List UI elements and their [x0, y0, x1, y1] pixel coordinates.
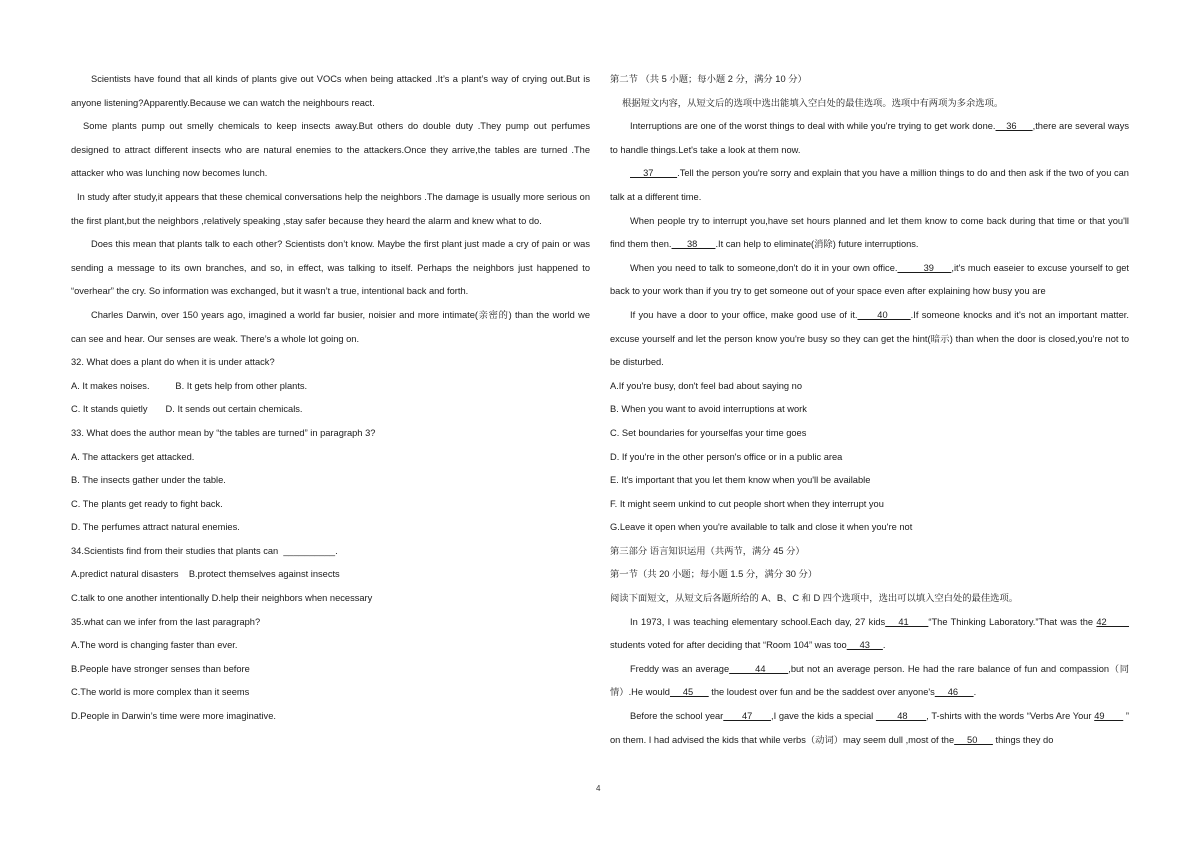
option-g: G.Leave it open when you're available to talk and close it when you're not: [610, 522, 913, 533]
text: students voted for after deciding that “Room 104” was too: [610, 640, 847, 651]
question-32: 32. What does a plant do when it is under attack?: [71, 357, 275, 368]
gap-fill-paragraph-2: [610, 162, 1129, 209]
passage-paragraph-3: In study after study,it appears that these chemical conversations help the neighbors .The damage is usually more serious on the first plant,but the neighbors ,relatively speaking ,stay safer because they heard the alarm and knew what to do.: [71, 191, 590, 226]
part-three-heading: 第三部分 语言知识运用（共两节，满分 45 分）: [610, 545, 805, 556]
question-32-options-ab: A. It makes noises. B. It gets help from other plants.: [71, 380, 308, 391]
blank-44: 44: [729, 663, 789, 674]
right-column: [610, 68, 1129, 752]
blank-40: 40: [857, 309, 911, 320]
blank-39: 39: [897, 262, 952, 273]
question-33-option-d: D. The perfumes attract natural enemies.: [71, 522, 240, 533]
blank-47: 47: [723, 711, 771, 722]
part-three-instruction: 阅读下面短文，从短文后各题所给的 A、B、C 和 D 四个选项中，选出可以填入空白处的最佳选项。: [610, 593, 1019, 604]
part-three-section-heading: 第一节（共 20 小题；每小题 1.5 分，满分 30 分）: [610, 569, 818, 580]
option-f: F. It might seem unkind to cut people short when they interrupt you: [610, 498, 884, 509]
question-32-options-cd: C. It stands quietly D. It sends out certain chemicals.: [71, 404, 303, 415]
text: When people try to interrupt you,have set hours planned and let them know to come back during that time or that you'll find them then.: [610, 215, 1129, 250]
question-35-option-b: B.People have stronger senses than before: [71, 663, 250, 674]
text: “The Thinking Laboratory.”That was the: [928, 616, 1094, 627]
option-list: [610, 375, 1129, 540]
question-35: 35.what can we infer from the last paragraph?: [71, 616, 261, 627]
text: In 1973, I was teaching elementary school.Each day, 27 kids: [630, 616, 886, 627]
option-b: B. When you want to avoid interruptions at work: [610, 404, 807, 415]
question-34: 34.Scientists find from their studies that plants can __________.: [71, 545, 338, 556]
gap-fill-paragraph-1: [610, 115, 1129, 162]
text: ,I gave the kids a special: [770, 711, 876, 722]
text: ,there are several ways to handle things.Let's take a look at them now.: [610, 121, 1129, 155]
page-number: 4: [596, 784, 601, 793]
text: .Tell the person you're sorry and explain that you have a million things to do and then ask if the two of you can talk at a different time.: [610, 168, 1129, 202]
passage-paragraph-5: Charles Darwin, over 150 years ago, imagined a world far busier, noisier and more intimate(亲密的) than the world we can see and hear. Our senses are weak. There’s a whole lot going on.: [71, 309, 590, 344]
blank-38: 38: [671, 239, 716, 250]
option-d: D. If you're in the other person's office or in a public area: [610, 451, 843, 462]
passage-paragraph-2: Some plants pump out smelly chemicals to keep insects away.But others do double duty .They pump out perfumes designed to attract different insects who are natural enemies to the attackers.Once they arrive,the tables are turned .The attacker who was lunching now becomes lunch.: [71, 121, 590, 179]
question-33-option-c: C. The plants get ready to fight back.: [71, 498, 223, 509]
blank-42: 42: [1096, 616, 1130, 627]
text: .: [882, 640, 886, 651]
text: things they do: [992, 734, 1054, 745]
text: When you need to talk to someone,don't do it in your own office.: [630, 262, 898, 273]
text: , T-shirts with the words “Verbs Are Your: [926, 711, 1092, 722]
text: ,but not an average person. He had the rare balance of fun and compassion（同情）.He would: [610, 663, 1129, 698]
option-a: A.If you're busy, don't feel bad about saying no: [610, 380, 803, 391]
text: .It can help to eliminate(消除) future interruptions.: [715, 239, 919, 250]
text: .If someone knocks and it's not an important matter. excuse yourself and let the person know you're busy so they can get the hint(暗示) than when the door is closed,you're not to be disturbed.: [610, 309, 1129, 368]
cloze-paragraph-2: [610, 658, 1129, 705]
cloze-paragraph-1: [610, 611, 1129, 658]
question-35-option-d: D.People in Darwin’s time were more imaginative.: [71, 711, 276, 722]
blank-46: 46: [934, 687, 974, 698]
blank-41: 41: [885, 616, 929, 627]
question-34-options-ab: A.predict natural disasters B.protect themselves against insects: [71, 569, 340, 580]
blank-48: 48: [875, 711, 927, 722]
question-list: [71, 351, 590, 729]
gap-fill-paragraph-3: [610, 210, 1129, 257]
option-e: E. It's important that you let them know when you'll be available: [610, 475, 871, 486]
text: If you have a door to your office, make good use of it.: [630, 309, 858, 320]
question-35-option-c: C.The world is more complex than it seems: [71, 687, 250, 698]
passage-paragraph-1: Scientists have found that all kinds of plants give out VOCs when being attacked .It’s a plant’s way of crying out.But is anyone listening?Apparently.Because we can watch the neighbours react.: [71, 74, 590, 108]
text: ” on them. I had advised the kids that while verbs（动词）may seem dull ,most of the: [610, 711, 1129, 745]
text: .: [973, 687, 977, 698]
question-33-option-a: A. The attackers get attacked.: [71, 451, 195, 462]
section-instruction: 根据短文内容，从短文后的选项中选出能填入空白处的最佳选项。选项中有两项为多余选项。: [622, 97, 1004, 108]
blank-45: 45: [669, 687, 709, 698]
text: the loudest over fun and be the saddest over anyone's: [708, 687, 935, 698]
blank-49: 49: [1094, 711, 1124, 722]
text: Freddy was an average: [630, 663, 730, 674]
gap-fill-paragraph-5: [610, 304, 1129, 375]
gap-fill-paragraph-4: [610, 257, 1129, 304]
passage-paragraph-4: Does this mean that plants talk to each other? Scientists don’t know. Maybe the first plant just made a cry of pain or was sending a message to its own branches, and so, in effect, was talking to itself. Perhaps the neighbors just happened to “overhear” the cry. So information was exchanged, but it wasn’t a true, intentional back and forth.: [71, 239, 590, 297]
blank-37: 37: [630, 168, 678, 179]
question-35-option-a: A.The word is changing faster than ever.: [71, 640, 238, 651]
section-heading: 第二节 （共 5 小题；每小题 2 分，满分 10 分）: [610, 74, 807, 84]
blank-50: 50: [954, 734, 993, 745]
question-33-option-b: B. The insects gather under the table.: [71, 475, 226, 486]
option-c: C. Set boundaries for yourselfas your time goes: [610, 427, 807, 438]
cloze-paragraph-3: [610, 705, 1129, 752]
question-34-options-cd: C.talk to one another intentionally D.help their neighbors when necessary: [71, 593, 373, 604]
left-column: [71, 68, 590, 729]
text: ,it's much easeier to excuse yourself to get back to your work than if you try to get someone out of your space even after explaining how busy you are: [610, 262, 1129, 297]
question-33: 33. What does the author mean by “the tables are turned” in paragraph 3?: [71, 427, 376, 438]
text: Interruptions are one of the worst things to deal with while you're trying to get work done.: [630, 121, 996, 132]
blank-36: 36: [995, 121, 1033, 132]
blank-43: 43: [846, 640, 883, 651]
text: Before the school year: [630, 711, 724, 722]
